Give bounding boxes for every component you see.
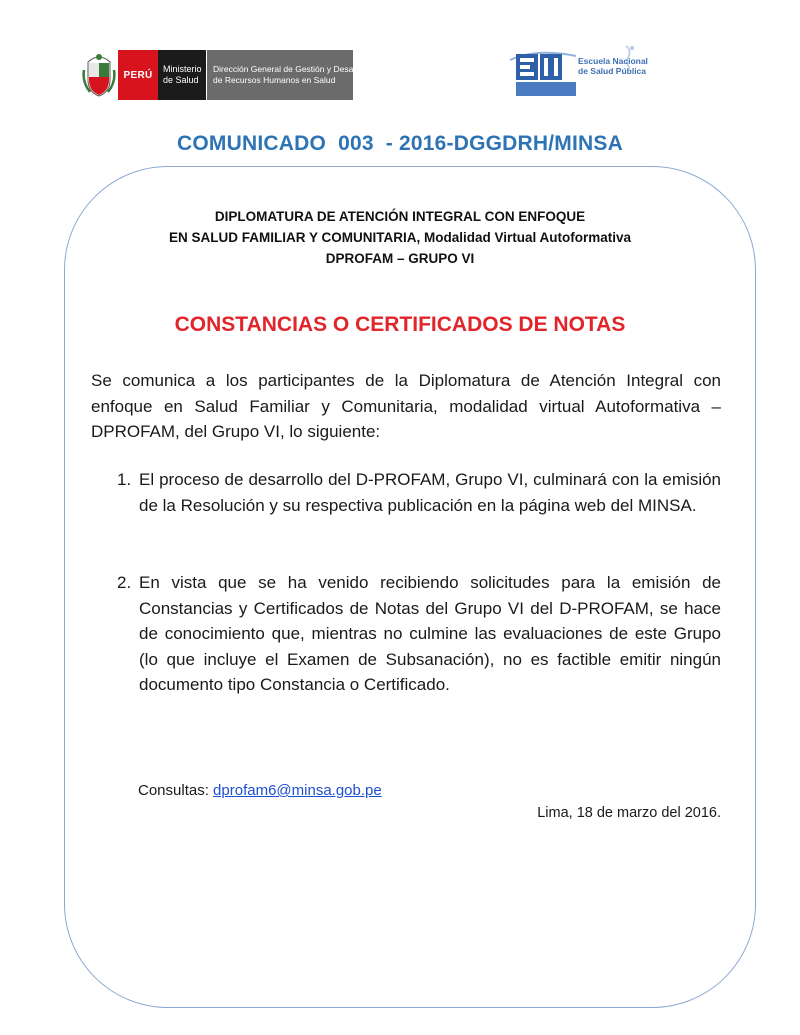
section-title: CONSTANCIAS O CERTIFICADOS DE NOTAS <box>174 313 626 336</box>
subtitle-line-1: DIPLOMATURA DE ATENCIÓN INTEGRAL CON ENFOQUE <box>214 209 586 224</box>
list-item-number: 2. <box>117 573 132 592</box>
list-item <box>117 570 721 698</box>
ensap-name-line-2: de Salud Pública <box>578 66 647 76</box>
list-item-number: 1. <box>117 470 132 489</box>
contact-line <box>138 782 382 799</box>
peru-coat-of-arms-icon <box>82 50 116 100</box>
document-title: COMUNICADO 003 - 2016-DGGDRH/MINSA <box>177 132 623 155</box>
contact-label: Consultas: <box>138 782 214 799</box>
contact-email-link[interactable]: dprofam6@minsa.gob.pe <box>213 782 382 799</box>
ensap-name <box>578 56 648 76</box>
ministry-line-2: de Salud <box>163 75 199 85</box>
list-item <box>117 467 721 518</box>
subtitle-line-2: EN SALUD FAMILIAR Y COMUNITARIA, Modalidad Virtual Autoformativa <box>168 230 632 245</box>
minsa-logo <box>82 50 373 100</box>
office-line-2: de Recursos Humanos en Salud <box>213 74 336 85</box>
office-label <box>207 50 373 100</box>
ensap-name-line-1: Escuela Nacional <box>578 56 648 66</box>
intro-paragraph: Se comunica a los participantes de la Diplomatura de Atención Integral con enfoque en Salud Familiar y Comunitaria, modalidad virtual Autoformativa – DPROFAM, del Grupo VI, lo siguiente: <box>91 371 721 441</box>
ministry-line-1: Ministerio <box>163 64 202 74</box>
list-item-text: En vista que se ha venido recibiendo solicitudes para la emisión de Constancias y Certificados de Notas del Grupo VI del D-PROFAM, se hace de conocimiento que, mientras no culmine las evaluaciones de este Grupo (lo que incluye el Examen de Subsanación), no es factible emitir ningún documento tipo Constancia o Certificado. <box>139 573 721 694</box>
subtitle-line-3: DPROFAM – GRUPO VI <box>325 251 475 266</box>
program-subtitle <box>0 206 800 269</box>
list-item-text: El proceso de desarrollo del D-PROFAM, Grupo VI, culminará con la emisión de la Resolución y su respectiva publicación en la página web del MINSA. <box>139 470 721 515</box>
ministry-label <box>158 50 206 100</box>
office-line-1: Dirección General de Gestión y Desarrollo <box>213 64 373 74</box>
peru-label: PERÚ <box>118 50 158 100</box>
document-date: Lima, 18 de marzo del 2016. <box>537 805 721 821</box>
